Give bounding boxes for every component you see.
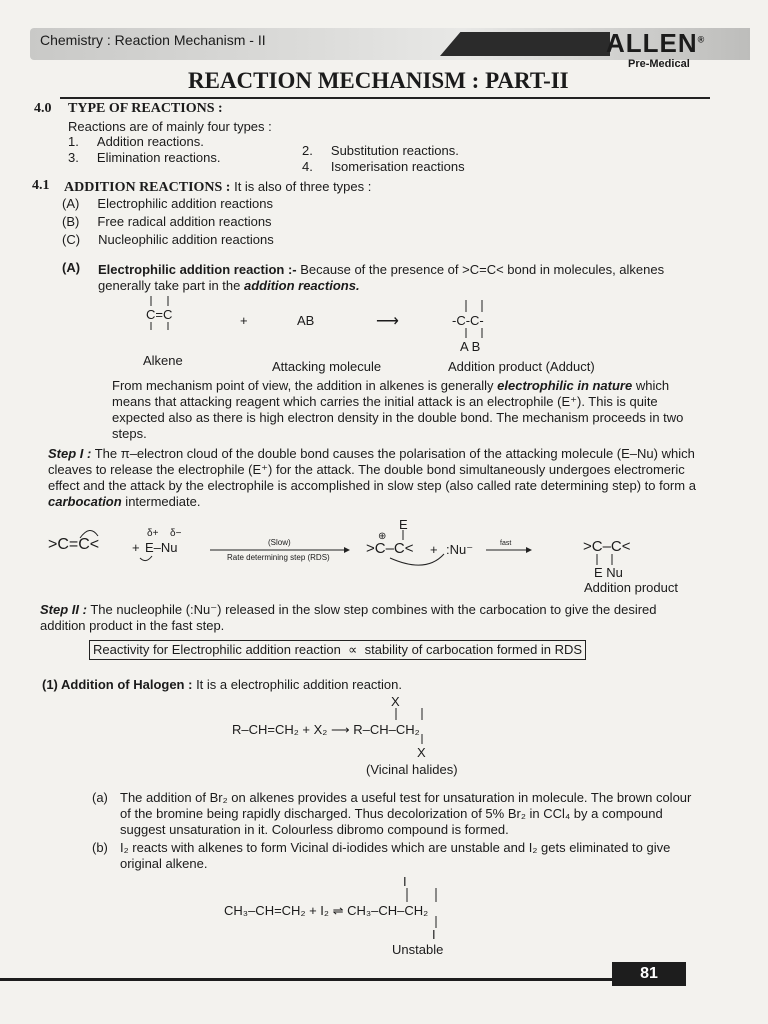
point-a-number: (a) bbox=[92, 790, 108, 805]
mech-alkene: >C=C< bbox=[48, 536, 100, 553]
carbocation: >C–C< bbox=[366, 540, 414, 557]
section-4-1-heading: ADDITION REACTIONS : It is also of three types : bbox=[64, 179, 372, 195]
footer-rule bbox=[0, 978, 612, 981]
brand-subtitle: Pre-Medical bbox=[628, 58, 690, 70]
point-b-number: (b) bbox=[92, 840, 108, 855]
rds-label: Rate determining step (RDS) bbox=[227, 553, 330, 562]
product-substituents: E Nu bbox=[594, 565, 623, 580]
header-dark-stripe bbox=[440, 32, 610, 56]
mech-plus-2: + bbox=[430, 542, 438, 557]
reactivity-box: Reactivity for Electrophilic addition reaction ∝ stability of carbocation formed in RDS bbox=[89, 640, 586, 660]
cation-charge: ⊕ bbox=[378, 531, 387, 542]
mech-delta-plus: δ+ bbox=[147, 528, 159, 539]
subsection-a-text: Electrophilic addition reaction :- Because of the presence of >C=C< bond in molecules, alkenes generally take part in the addition reactions. bbox=[98, 262, 665, 293]
vicinal-halides-label: (Vicinal halides) bbox=[366, 762, 458, 777]
step-2-paragraph: Step II : The nucleophile (:Nu⁻) released in the slow step combines with the carbocation to give the desired addition product in the fast step. bbox=[40, 602, 657, 633]
iodide-equation: CH₃–CH=CH₂ + I₂ ⇌ CH₃–CH–CH₂ bbox=[224, 903, 429, 918]
label-alkene: Alkene bbox=[143, 353, 183, 368]
halogen-eq-bottom: X bbox=[417, 745, 426, 760]
reagent-formula: AB bbox=[297, 313, 315, 328]
iodide-eq-bottom: I bbox=[432, 927, 436, 942]
iodide-eq-top: I bbox=[403, 874, 407, 889]
label-attacking-molecule: Attacking molecule bbox=[272, 359, 382, 374]
mechanism-paragraph: From mechanism point of view, the addition in alkenes is generally electrophilic in nature which means that attacking reagent which carries the initial attack is an electrophile (E⁺). This is quite expected also as there is high electron density in the double bond. The mechanism proceeds in two steps. bbox=[112, 378, 684, 441]
nucleophile-attack-arrow bbox=[376, 528, 456, 572]
label-adduct: Addition product (Adduct) bbox=[448, 359, 595, 374]
mech-delta-minus: δ− bbox=[170, 528, 182, 539]
section-4-1-number: 4.1 bbox=[32, 178, 50, 193]
adduct-formula: -C-C- bbox=[452, 313, 484, 328]
step-1-paragraph: Step I : The π–electron cloud of the double bond causes the polarisation of the attacking molecule (E–Nu) which cleaves to release the electrophile (E⁺) for the attack. The double bond simultaneously undergoes electromeric effect and the attack by the electrophile is accomplished in slow step (also called rate determining step) to form a carbocation intermediate. bbox=[48, 446, 696, 509]
adduct-substituents: A B bbox=[460, 339, 481, 354]
point-a-text: The addition of Br₂ on alkenes provides a useful test for unsaturation in molecule. The brown colour of the bromine being rapidly discharged. Thus decolorization of 5% Br₂ in CCl₄ by a compound suggest unsaturation in it. Colourless dibromo compound is formed. bbox=[120, 790, 692, 837]
header-subject: Chemistry : Reaction Mechanism - II bbox=[40, 32, 266, 48]
fast-label: fast bbox=[500, 540, 512, 547]
mech-product: >C–C< bbox=[583, 538, 631, 555]
list-item: (C) Nucleophilic addition reactions bbox=[62, 232, 274, 247]
list-item: 3. Elimination reactions. bbox=[68, 150, 221, 165]
slow-label: (Slow) bbox=[268, 538, 291, 547]
halogen-eq-top: X bbox=[391, 694, 400, 709]
cation-electrophile: E bbox=[399, 517, 408, 532]
list-item: 4. Isomerisation reactions bbox=[302, 159, 465, 174]
subsection-a-number: (A) bbox=[62, 260, 81, 275]
fast-arrow bbox=[486, 546, 532, 554]
brand-logo: ALLEN® bbox=[606, 28, 706, 58]
section-4-0-heading: TYPE OF REACTIONS : bbox=[68, 101, 223, 116]
section-4-0-intro: Reactions are of mainly four types : bbox=[68, 119, 272, 134]
list-item: (B) Free radical addition reactions bbox=[62, 214, 272, 229]
alkene-formula: C=C bbox=[146, 307, 173, 322]
point-b-text: I₂ reacts with alkenes to form Vicinal di-iodides which are unstable and I₂ gets eliminated to give original alkene. bbox=[120, 840, 671, 871]
unstable-label: Unstable bbox=[392, 942, 444, 957]
plus-sign: + bbox=[240, 313, 248, 328]
list-item: 1. Addition reactions. bbox=[68, 134, 204, 149]
nucleophile: :Nu⁻ bbox=[446, 542, 474, 557]
section-4-0-number: 4.0 bbox=[34, 101, 52, 116]
page-number: 81 bbox=[612, 962, 686, 986]
reaction-arrow: ⟶ bbox=[376, 313, 399, 330]
mech-reagent: E–Nu bbox=[145, 540, 178, 555]
title-rule bbox=[60, 97, 710, 99]
list-item: (A) Electrophilic addition reactions bbox=[62, 196, 274, 211]
product-label: Addition product bbox=[584, 580, 678, 595]
halogen-equation: R–CH=CH₂ + X₂ ⟶ R–CH–CH₂ bbox=[232, 722, 420, 737]
page-title: REACTION MECHANISM : PART-II bbox=[188, 68, 569, 93]
mech-plus-1: + bbox=[132, 540, 140, 555]
list-item: 2. Substitution reactions. bbox=[302, 143, 459, 158]
halogen-heading: (1) Addition of Halogen : It is a electrophilic addition reaction. bbox=[42, 677, 403, 692]
